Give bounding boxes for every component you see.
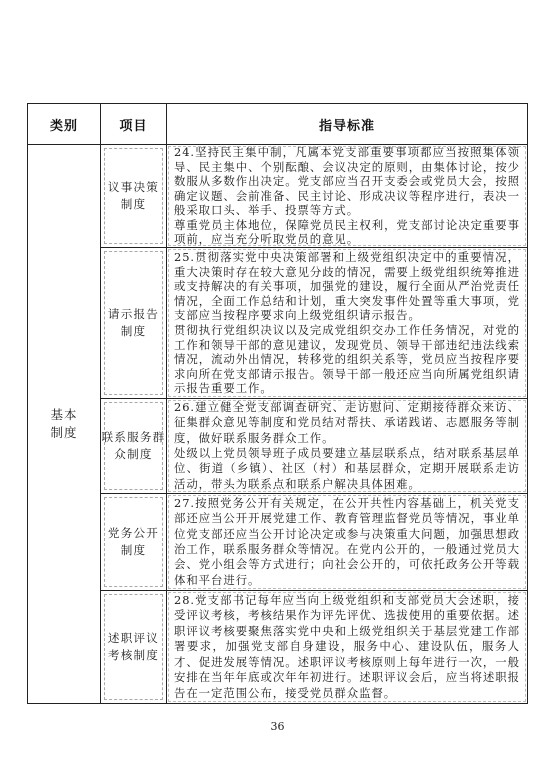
item-label-line: 制度 (120, 197, 147, 211)
standard-paragraph: 27.按照党务公开有关规定，在公开共性内容基础上，机关党支部还应当公开开展党建工作、教育管理监督党员等情况，事业单位党支部还应当公开讨论决定或参与决策重大问题，加强思想政治工作，联系服务群众等情况。在党内公开的，一般通过党员大会、党小组会等方式进行；向社会公开的，可依托政务公开等载体和平台进行。 (174, 495, 520, 587)
item-cell (101, 145, 167, 248)
standard-paragraph: 尊重党员主体地位，保障党员民主权利，党支部讨论决定重要事项前，应当充分听取党员的意见。 (174, 217, 520, 247)
item-label-line: 党务公开 (107, 526, 160, 540)
item-label (101, 145, 166, 247)
item-label-line: 议事决策 (107, 180, 160, 194)
standard-text (167, 248, 527, 398)
standard-paragraph: 28.党支部书记每年应当向上级党组织和支部党员大会述职，接受评议考核，考核结果作为评先评优、选拔使用的重要依据。述职评议考核要聚焦落实党中央和上级党组织关于基层党建工作部署要求，加强党支部自身建设，服务中心、建设队伍，服务人才、促进发展等情况。述职评议考核原则上每年进行一次，一般安排在当年年底或次年年初进行。述职评议会后，应当将述职报告在一定范围公布，接受党员群众监督。 (174, 593, 520, 700)
item-label-line: 考核制度 (107, 648, 160, 662)
standard-paragraph: 25.贯彻落实党中央决策部署和上级党组织决定中的重要情况，重大决策时存在较大意见分歧的情况，需要上级党组织统筹推进或支持解决的有关事项，加强党的建设，履行全面从严治党责任情况，全面工作总结和计划，重大突发事件处置等重大事项，党支部应当按程序要求向上级党组织请示报告。 (174, 250, 520, 323)
standard-paragraph: 24.坚持民主集中制，凡属本党支部重要事项都应当按照集体领导、民主集中、个别酝酿、会议决定的原则，由集体讨论，按少数服从多数作出决定。党支部应当召开支委会或党员大会，按照确定议题、会前准备、民主讨论、形成决议等程序进行，表决一般采取口头、举手、投票等方式。 (174, 145, 520, 218)
item-label (101, 399, 166, 493)
standard-cell (167, 399, 528, 494)
standard-cell (167, 591, 528, 704)
category-label-line: 制度 (50, 425, 78, 440)
header-standard: 指导标准 (167, 104, 528, 145)
header-category: 类别 (28, 104, 101, 145)
item-label-line: 述职评议 (107, 631, 160, 645)
standard-cell (167, 248, 528, 399)
standard-cell (167, 145, 528, 248)
item-cell (101, 399, 167, 494)
page-number: 36 (270, 720, 285, 733)
guideline-table (27, 103, 528, 704)
item-label (101, 248, 166, 398)
header-item: 项目 (101, 104, 167, 145)
item-label-line: 众制度 (114, 447, 153, 461)
table-row (28, 399, 528, 494)
item-label (101, 591, 166, 703)
item-label-line: 联系服务群 (101, 430, 166, 444)
standard-text (167, 399, 527, 493)
standard-paragraph: 26.建立健全党支部调查研究、走访慰问、定期接待群众来访、征集群众意见等制度和党员结对帮扶、承诺践诺、志愿服务等制度，做好联系服务群众工作。 (174, 399, 520, 445)
item-label-line: 请示报告 (107, 307, 160, 321)
category-cell (28, 145, 101, 704)
table-header-row (28, 104, 528, 145)
table-row (28, 494, 528, 591)
item-cell (101, 494, 167, 591)
standard-text (167, 591, 527, 703)
table-row (28, 591, 528, 704)
category-label-line: 基本 (50, 407, 78, 422)
item-cell (101, 248, 167, 399)
table-row (28, 248, 528, 399)
item-label (101, 494, 166, 590)
item-label-line: 制度 (120, 543, 147, 557)
standard-paragraph: 处级以上党员领导班子成员要建立基层联系点，结对联系基层单位、街道（乡镇）、社区（村）和基层群众，定期开展联系走访活动，带头为联系点和联系户解决具体困难。 (174, 446, 520, 491)
item-cell (101, 591, 167, 704)
item-label-line: 制度 (120, 324, 147, 338)
standard-text (167, 494, 527, 590)
standard-text (167, 145, 527, 247)
table-row (28, 145, 528, 248)
standard-paragraph: 贯彻执行党组织决议以及完成党组织交办工作任务情况，对党的工作和领导干部的意见建议，发现党员、领导干部违纪违法线索情况，流动外出情况，转移党的组织关系等，党员应当按程序要求向所在党支部请示报告。领导干部一般还应当向所属党组织请示报告重要工作。 (174, 323, 520, 396)
standard-cell (167, 494, 528, 591)
category-label (28, 406, 100, 442)
